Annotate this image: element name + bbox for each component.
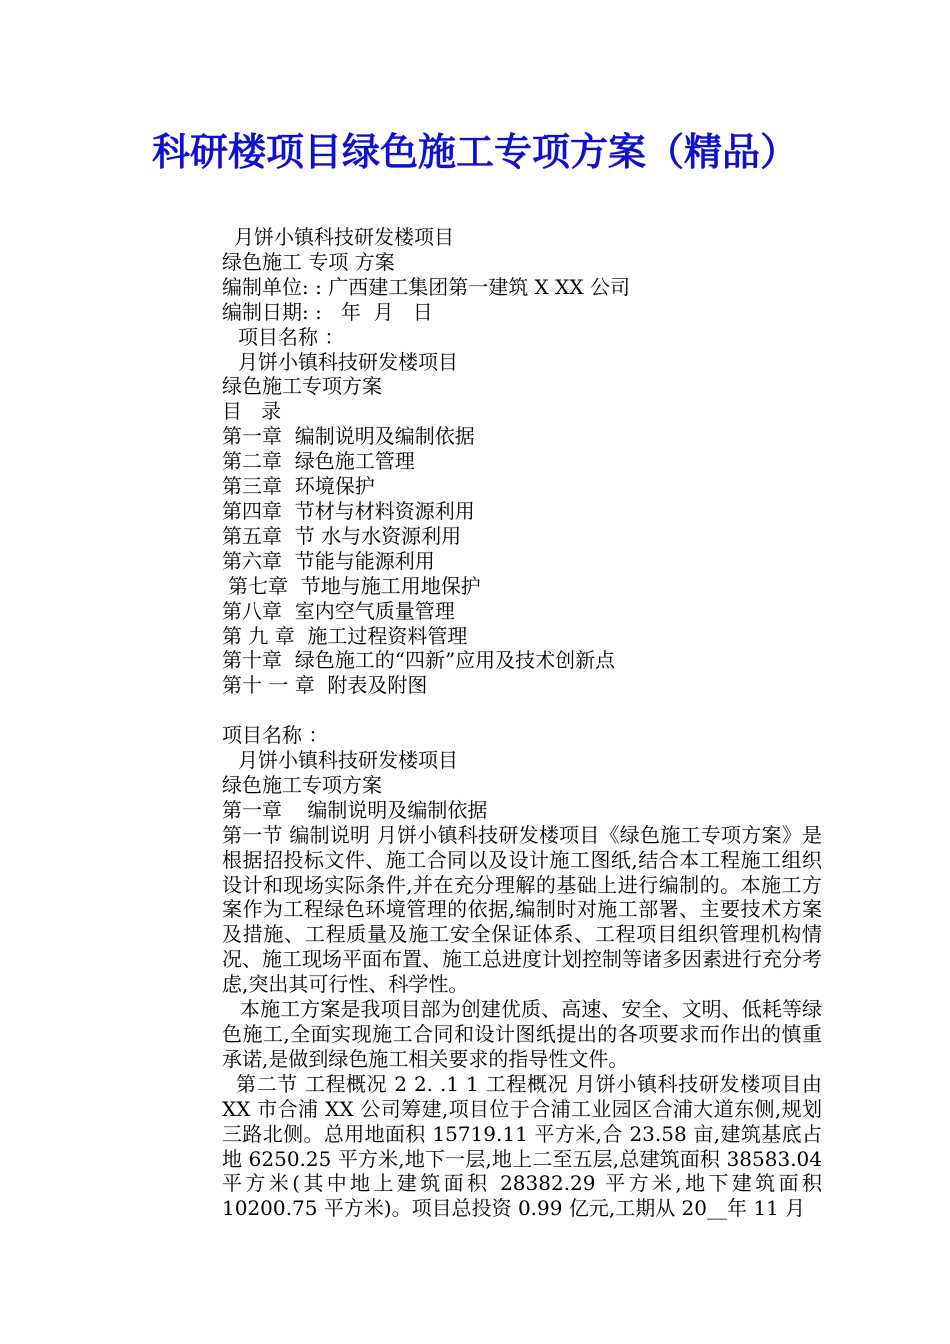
section-project-name: 月饼小镇科技研发楼项目 <box>238 748 458 773</box>
toc-item: 第十 一 章 附表及附图 <box>222 673 428 698</box>
toc-item: 第八章 室内空气质量管理 <box>222 598 455 623</box>
project-name-label: 项目名称 ： <box>238 324 345 349</box>
toc-heading: 目 录 <box>222 399 282 424</box>
toc-item: 第四章 节材与材料资源利用 <box>222 498 475 523</box>
paragraph-compile-description: 第一节 编制说明 月饼小镇科技研发楼项目《绿色施工专项方案》是根据招投标文件、施工合同以及设计施工图纸,结合本工程施工组织设计和现场实际条件,并在充分理解的基础上进行编制的。本施工方案作为工程绿色环境管理的依据,编制时对施工部署、主要技术方案及措施、工程质量及施工安全保证体系、工程项目组织管理机构情况、施工现场平面布置、施工总进度计划控制等诸多因素进行充分考虑,突出其可行性、科学性。 <box>222 822 822 997</box>
document-title: 科研楼项目绿色施工专项方案（精品） <box>151 129 798 174</box>
toc-item: 第二章 绿色施工管理 <box>222 449 415 474</box>
toc-item: 第 九 章 施工过程资料管理 <box>222 623 468 648</box>
chapter-heading: 第一章 编制说明及编制依据 <box>222 797 488 822</box>
toc-item: 第十章 绿色施工的“四新”应用及技术创新点 <box>222 648 616 673</box>
document-body <box>222 225 822 1221</box>
compile-date: 编制日期: : 年 月 日 <box>222 299 433 324</box>
paragraph-plan-commitment: 本施工方案是我项目部为创建优质、高速、安全、文明、低耗等绿色施工,全面实现施工合同和设计图纸提出的各项要求而作出的慎重承诺,是做到绿色施工相关要求的指导性文件。 <box>222 997 822 1071</box>
compile-unit: 编制单位: : 广西建工集团第一建筑 X XX 公司 <box>222 274 630 299</box>
toc-item: 第五章 节 水与水资源利用 <box>222 523 462 548</box>
project-name: 月饼小镇科技研发楼项目 <box>234 225 454 249</box>
plan-name-2: 绿色施工专项方案 <box>222 374 382 399</box>
toc-item: 第一章 编制说明及编制依据 <box>222 424 475 449</box>
toc-item: 第七章 节地与施工用地保护 <box>228 573 481 598</box>
plan-name: 绿色施工 专项 方案 <box>222 249 395 274</box>
project-name-2: 月饼小镇科技研发楼项目 <box>238 349 458 374</box>
toc-item: 第六章 节能与能源利用 <box>222 548 435 573</box>
toc-item: 第三章 环境保护 <box>222 474 375 499</box>
section-project-label: 项目名称 ： <box>222 723 329 748</box>
paragraph-project-overview: 第二节 工程概况 2 2. .1 1 工程概况 月饼小镇科技研发楼项目由 XX 市合浦 XX 公司筹建,项目位于合浦工业园区合浦大道东侧,规划三路北侧。总用地面积 15719.11 平方米,合 23.58 亩,建筑基底占地 6250.25 平方米,地下一层,地上二至五层,总建筑面积 38583.04 平方米(其中地上建筑面积 28382.29 平方米,地下建筑面积 10200.75 平方米)。项目总投资 0.99 亿元,工期从 20__年 11 月 <box>222 1071 822 1221</box>
section-plan-name: 绿色施工专项方案 <box>222 772 382 797</box>
blank-line <box>222 698 822 723</box>
